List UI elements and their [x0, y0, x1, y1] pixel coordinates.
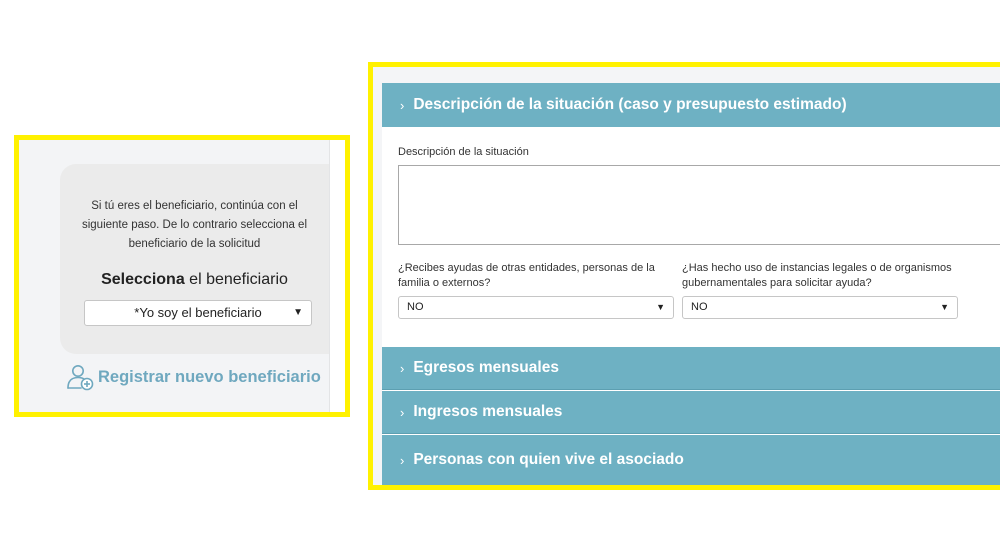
legal-aid-select[interactable] [682, 296, 958, 319]
situation-accordion [382, 83, 1000, 485]
accordion-header-situation[interactable] [382, 83, 1000, 127]
description-textarea[interactable] [398, 165, 1000, 245]
accordion-header-monthly-income[interactable] [382, 391, 1000, 434]
chevron-right-icon: › [400, 97, 405, 113]
accordion-header-label: Personas con quien vive el asociado [413, 451, 684, 468]
description-label: Descripción de la situación [398, 146, 529, 158]
legal-aid-question: ¿Has hecho uso de instancias legales o de organismos gubernamentales para solicitar ayuda? [682, 262, 952, 289]
beneficiary-panel [19, 140, 329, 412]
beneficiary-select-value: *Yo soy el beneficiario [134, 305, 262, 320]
beneficiary-select[interactable] [84, 300, 312, 326]
legal-aid-select-value: NO [691, 301, 708, 313]
beneficiary-panel-highlight [14, 135, 350, 417]
beneficiary-select-card [60, 164, 329, 354]
beneficiary-help-text [60, 197, 329, 254]
help-line: beneficiario de la solicitud [128, 238, 261, 250]
accordion-header-monthly-expenses[interactable] [382, 347, 1000, 390]
external-aid-question: ¿Recibes ayudas de otras entidades, personas de la familia o externos? [398, 262, 655, 289]
accordion-header-label: Egresos mensuales [413, 359, 559, 376]
caret-down-icon: ▼ [940, 302, 949, 312]
register-new-beneficiary-link[interactable] [66, 362, 321, 392]
panel-divider [329, 140, 330, 412]
caret-down-icon: ▼ [656, 302, 665, 312]
add-user-icon [66, 363, 94, 391]
help-line: Si tú eres el beneficiario, continúa con el [91, 200, 298, 212]
select-beneficiary-title [60, 271, 329, 289]
external-aid-select-value: NO [407, 301, 424, 313]
chevron-right-icon: › [400, 452, 405, 468]
register-link-label: Registrar nuevo beneficiario [98, 367, 321, 386]
accordion-header-label: Ingresos mensuales [413, 403, 563, 420]
chevron-right-icon: › [400, 360, 405, 376]
external-aid-select[interactable] [398, 296, 674, 319]
caret-down-icon: ▼ [293, 307, 303, 318]
situation-section-body [382, 127, 1000, 347]
accordion-header-label: Descripción de la situación (caso y presupuesto estimado) [413, 96, 847, 113]
select-title-rest: el beneficiario [184, 271, 288, 288]
help-line: siguiente paso. De lo contrario selecciona el [81, 219, 308, 231]
chevron-right-icon: › [400, 404, 405, 420]
accordion-header-household-members[interactable] [382, 435, 1000, 485]
select-title-bold: Selecciona [101, 271, 185, 288]
situation-panel-highlight [368, 62, 1000, 490]
